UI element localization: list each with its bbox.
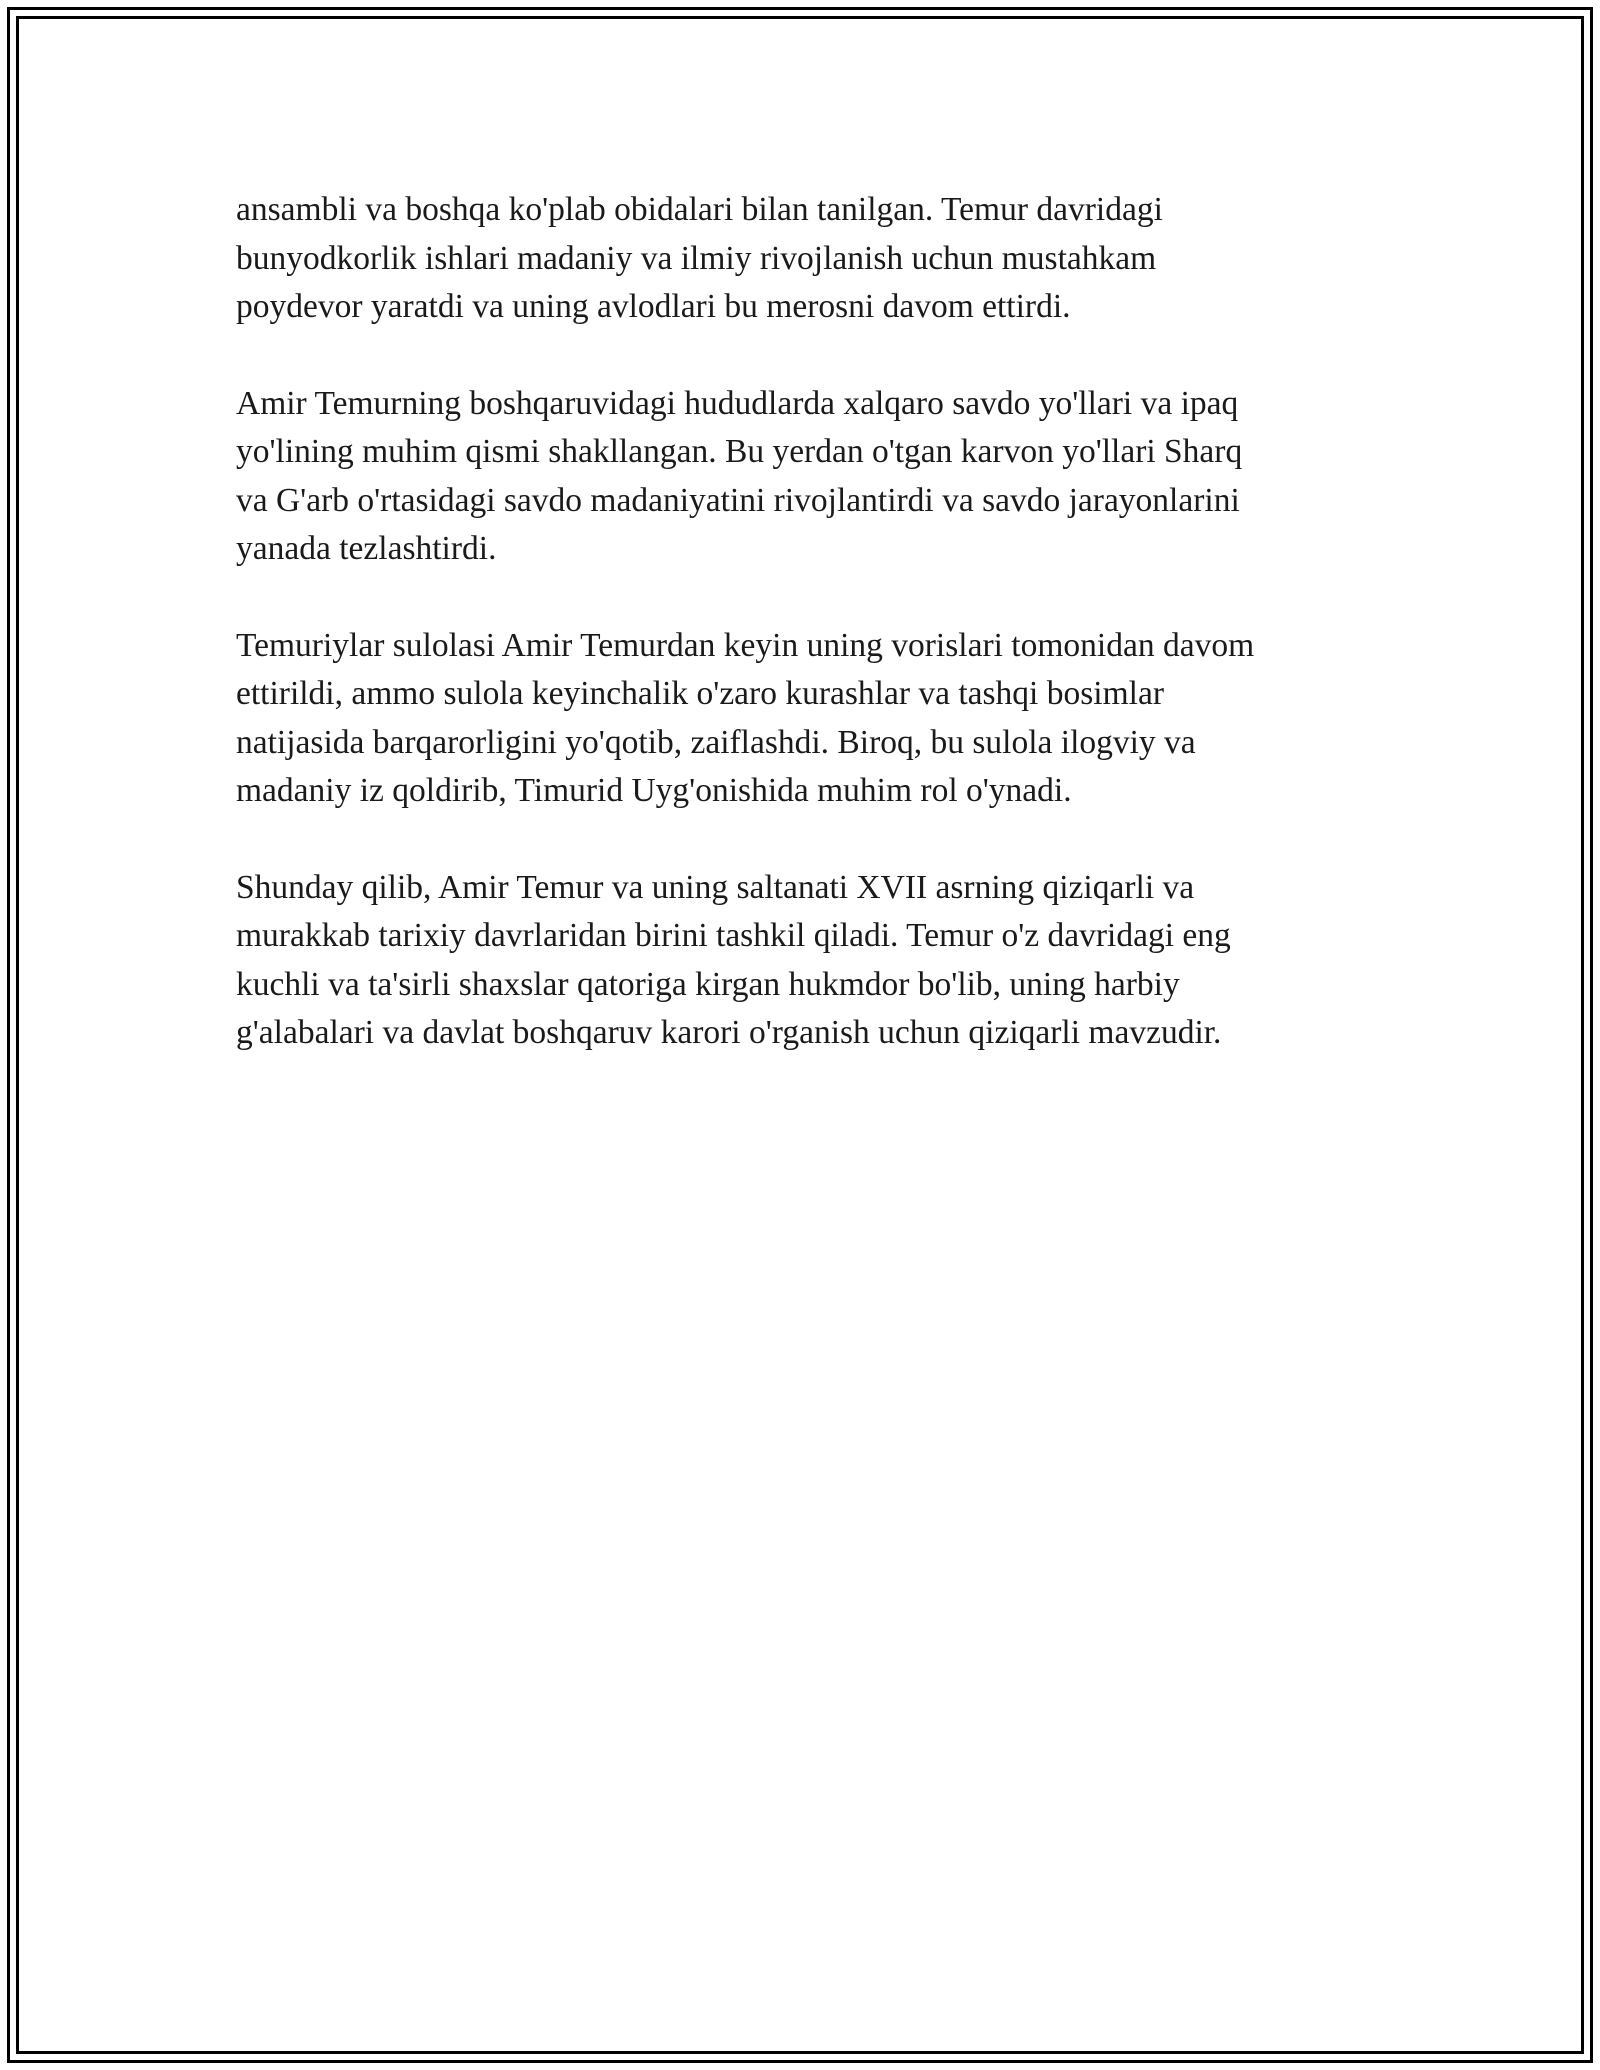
paragraph-1: ansambli va boshqa ko'plab obidalari bilan tanilgan. Temur davridagi bunyodkorlik ishlari madaniy va ilmiy rivojlanish uchun mustahkam poydevor yaratdi va uning avlodlari bu merosni davom ettirdi. bbox=[236, 191, 1163, 325]
paragraph-4: Shunday qilib, Amir Temur va uning saltanati XVII asrning qiziqarli va murakkab tarixiy davrlaridan birini tashkil qiladi. Temur o'z davridagi eng kuchli va ta'sirli shaxslar qatoriga kirgan hukmdor bo'lib, uning harbiy g'alabalari va davlat boshqaruv karori o'rganish uchun qiziqarli mavzudir. bbox=[236, 868, 1231, 1051]
document-body bbox=[236, 186, 1386, 1106]
paragraph-2: Amir Temurning boshqaruvidagi hududlarda xalqaro savdo yo'llari va ipaq yo'lining muhim qismi shakllangan. Bu yerdan o'tgan karvon yo'llari Sharq va G'arb o'rtasidagi savdo madaniyatini rivojlantirdi va savdo jarayonlarini yanada tezlashtirdi. bbox=[236, 384, 1243, 567]
paragraph-3: Temuriylar sulolasi Amir Temurdan keyin uning vorislari tomonidan davom ettirildi, ammo sulola keyinchalik o'zaro kurashlar va tashqi bosimlar natijasida barqarorligini yo'qotib, zaiflashdi. Biroq, bu sulola ilogviy va madaniy iz qoldirib, Timurid Uyg'onishida muhim rol o'ynadi. bbox=[236, 626, 1255, 809]
